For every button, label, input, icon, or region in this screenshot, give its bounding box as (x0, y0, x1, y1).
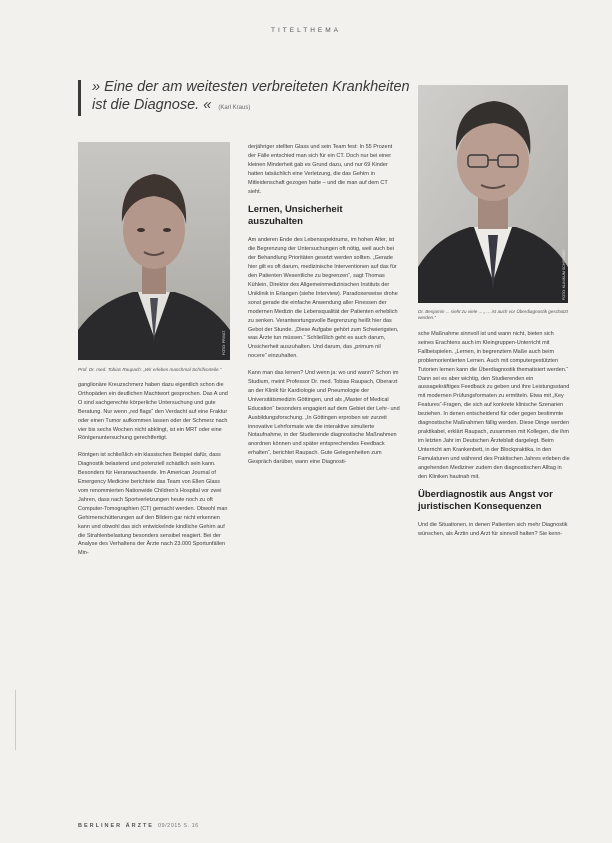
photo-caption-right: Dr. Benjamin ... sieht zu viele ... „ ... ist auch vor Überdiagnostik geschützt werden.“ (418, 309, 568, 320)
page-edge-mark (15, 690, 16, 750)
col2-paragraph-2: Am anderen Ende des Lebensspektrums, im hohen Alter, ist die Begrenzung der Untersuchungen oft nötig, weil auch bei der Behandlung Prioritäten gesetzt werden sollten. „Gerade hier gilt es oft darum, medizinische Interventionen auf das für den Patienten Wesentliche zu begrenzen“, sagt Thomas Kühlein, Direktor des Allgemeinmedizinischen Instituts der Uniklinik in Erlangen (siehe Interview). Paradoxerweise drohe sonst gerade die einfache Anwendung aller Finessen der modernen Medizin die Lebensqualität der Patienten erheblich zu senken. Verantwortungsvolle Begrenzung heißt hier das Gebot der Stunde. „Diese Aufgabe gehört zum Schwierigsten, was Ärzte tun müssen.“ Schließlich geht es auch darum, Unsicherheit auszuhalten. Und darum, das „primum nil nocere“ einzuhalten. (248, 237, 399, 360)
section-kicker: TITELTHEMA (271, 27, 341, 34)
col2-paragraph-3: Kann man das lernen? Und wenn ja: wo und wann? Schon im Studium, meint Professor Dr. med. Tobias Raupach, Oberarzt an der Klinik für Kardiologie und Pneumologie der Universitätsmedizin Göttingen, und als „Master of Medical Education“ besonders engagiert auf dem Gebiet der Lehr- und Ausbildungsforschung. „In Göttingen erproben wir zurzeit innovative Lehrformate wie die interaktive simulierte Notaufnahme, in der Studierende diagnostische Maßnahmen anordnen können und später entsprechendes Feedback erhalten“, berichtet Raupach. Gute Gelegenheiten zum Gespräch darüber, wann eine Diagnosti- (248, 370, 400, 466)
pull-quote-author: (Karl Kraus) (218, 105, 251, 111)
pull-quote (92, 78, 422, 117)
col2-subheading: Lernen, Unsicherheit auszuhalten (248, 204, 343, 228)
article-column-2 (248, 143, 400, 475)
portrait-photo-left (78, 142, 230, 360)
col3-subheading: Überdiagnostik aus Angst vor juristischen Konsequenzen (418, 489, 553, 513)
page-footer (78, 823, 199, 829)
portrait-photo-right (418, 85, 568, 303)
photo-credit-left: FOTO: PRIVAT (222, 330, 226, 355)
col2-paragraph-1: derjähriger stellten Glass und sein Team fest: In 55 Prozent der Fälle entschied man sich für ein CT. Doch nur bei einer kleinen Minderheit gab es Grund dazu, und nur 69 Kinder hatten tatsächlich eine Verletzung, die das Gehirn in Mitleidenschaft gezogen hatte – und die man auf dem CT sieht. (248, 144, 393, 195)
col3-paragraph-1: sche Maßnahme sinnvoll ist und wann nicht, bieten sich seines Erachtens auch im Kleingruppen-Unterricht mit Fallbeispielen. „Lernen, in begrenztem Maße auch beim problemorientierten Lernen. Auch mit computergestützten Tutorien lernen kann die Überdiagnostik thematisiert werden.“ Dann sei es aber wichtig, den Studierenden ein aussagekräftiges Feedback zu geben und ihre Leistungsstand mit modernen Prüfungsformaten zu ermitteln. Etwa mit „Key Features“-Fragen, die sich auf konkrete klinische Szenarien beziehen. In denen entscheidend für oder gegen bestimmte diagnostische Maßnahmen fällig werden. Diese Dinge werden praktikabel, erklärt Raupach, zusammen mit Kollegen, die ihm im letzten Jahr im Deutschen Ärzteblatt dargelegt. Beim Unterricht am Krankenbett, in der Blockpraktika, in den Famulaturen und während des Praktischen Jahres erleben die angehenden Mediziner zudem den diagnostischen Alltag in den Kliniken hautnah mit. (418, 331, 570, 480)
article-column-3 (418, 330, 570, 547)
footer-magazine: BERLINER ÄRZTE (78, 823, 154, 829)
footer-issue: 09/2015 S. 16 (157, 823, 199, 829)
photo-credit-right: FOTO: KLINIKUM SCHREIBER (562, 249, 566, 300)
col1-paragraph-2: Röntgen ist schließlich ein klassisches Beispiel dafür, dass Diagnostik belastend und potenziell schädlich sein kann. Besonders für Heranwachsende. Im American Journal of Emergency Medicine berichtete das Team von Ellen Glass vom renommierten Nationwide Children's Hospital vor zwei Jahren, dass nach Sportverletzungen heute noch zu oft Computer-Tomographien (CT) gemacht werden. Obwohl man Gehirnerschütterungen auf den Bildern gar nicht erkennen kann und obwohl das sich entwickelnde kindliche Gehirn auf die Strahlenbelastung besonders sensibel reagiert. Bei der Analyse des Verhaltens der Ärzte nach 23.000 Sportunfällen Min- (78, 452, 228, 557)
col3-paragraph-2: Und die Situationen, in denen Patienten sich mehr Diagnostik wünschen, als Ärztin und Arzt für sinnvoll halten? Sie kenn- (418, 522, 568, 538)
photo-caption-left: Prof. Dr. med. Tobias Raupach: „Wir erleben manchmal Schrifvorteile.“ (78, 367, 222, 372)
quote-bar (78, 80, 81, 116)
article-column-1 (78, 381, 230, 566)
pull-quote-text: » Eine der am weitesten verbreiteten Krankheiten ist die Diagnose. « (92, 79, 410, 113)
col1-paragraph-1: ganglionäre Kreuzschmerz haben dazu eigentlich schon die Orthopäden ein deutlichen Machtwort gesprochen. Das A und O sind sachgerechte körperliche Untersuchung und gute Beratung. Nur wenn „red flags“ den Verdacht auf eine Fraktur oder einen Tumor aufkommen lassen oder der Schmerz nach vier bis sechs Wochen nicht abklingt, ist ein MRT oder eine Röntgenuntersuchung gerechtfertigt. (78, 382, 228, 442)
